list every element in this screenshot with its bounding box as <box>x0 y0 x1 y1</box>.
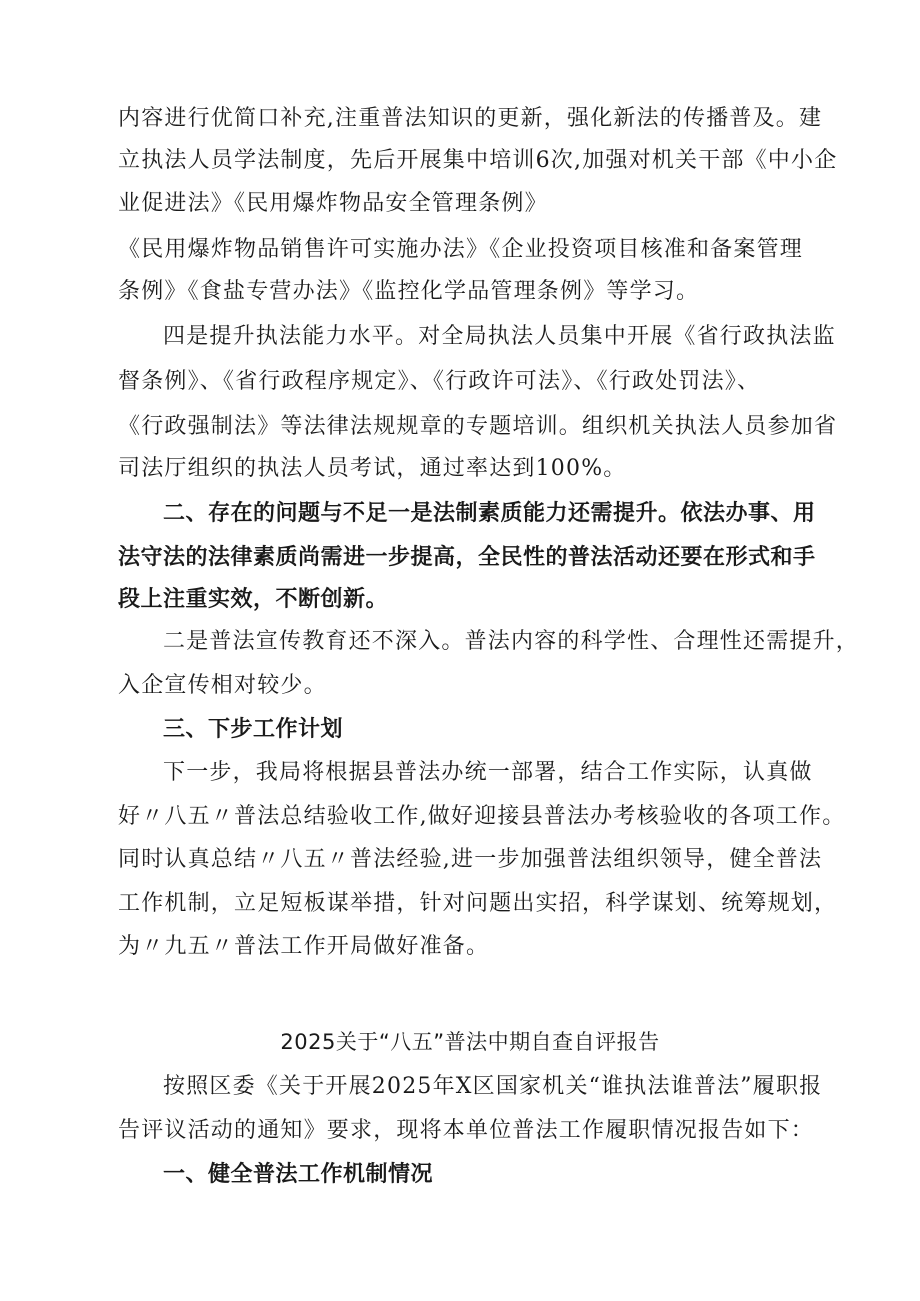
section-heading-paragraph: 段上注重实效，不断创新。 <box>118 587 389 612</box>
paragraph-line: 《民用爆炸物品销售许可实施办法》《企业投资项目核准和备案管理 <box>118 237 804 262</box>
section-three-heading: 三、下步工作计划 <box>163 717 344 742</box>
paragraph-line: 司法厅组织的执法人员考试，通过率达到100%。 <box>118 456 627 481</box>
paragraph-line: 内容进行优简口补充,注重普法知识的更新，强化新法的传播普及。建 <box>118 106 823 131</box>
paragraph-line: 按照区委《关于开展2025年X区国家机关“谁执法谁普法”履职报 <box>163 1074 823 1099</box>
paragraph-line: 下一步，我局将根据县普法办统一部署，结合工作实际，认真做 <box>163 760 813 785</box>
paragraph-line: 入企宣传相对较少。 <box>118 673 327 698</box>
section-heading-paragraph: 法守法的法律素质尚需进一步提高，全民性的普法活动还要在形式和手 <box>118 545 816 570</box>
paragraph-line: 业促进法》《民用爆炸物品安全管理条例》 <box>118 191 548 216</box>
paragraph-line: 好〃八五〃普法总结验收工作,做好迎接县普法办考核验收的各项工作。 <box>118 804 846 829</box>
section-heading-paragraph: 二、存在的问题与不足一是法制素质能力还需提升。依法办事、用 <box>163 501 816 526</box>
paragraph-line: 告评议活动的通知》要求，现将本单位普法工作履职情况报告如下： <box>118 1118 815 1143</box>
paragraph-line: 同时认真总结〃八五〃普法经验,进一步加强普法组织领导，健全普法 <box>118 847 823 872</box>
report-title: 2025关于“八五”普法中期自查自评报告 <box>280 1030 660 1054</box>
paragraph-line: 立执法人员学法制度，先后开展集中培训6次,加强对机关干部《中小企 <box>118 148 838 173</box>
section-one-heading: 一、健全普法工作机制情况 <box>163 1162 434 1187</box>
paragraph-line: 二是普法宣传教育还不深入。普法内容的科学性、合理性还需提升， <box>163 629 860 654</box>
paragraph-line: 督条例》、《省行政程序规定》、《行政许可法》、《行政处罚法》、 <box>118 369 761 394</box>
paragraph-line: 为〃九五〃普法工作开局做好准备。 <box>118 934 490 959</box>
paragraph-line: 条例》《食盐专营办法》《监控化学品管理条例》等学习。 <box>118 279 700 304</box>
paragraph-line: 《行政强制法》等法律法规规章的专题培训。组织机关执法人员参加省 <box>118 414 838 439</box>
paragraph-line: 四是提升执法能力水平。对全局执法人员集中开展《省行政执法监 <box>163 324 836 349</box>
paragraph-line: 工作机制，立足短板谋举措，针对问题出实招，科学谋划、统筹规划， <box>118 891 838 916</box>
